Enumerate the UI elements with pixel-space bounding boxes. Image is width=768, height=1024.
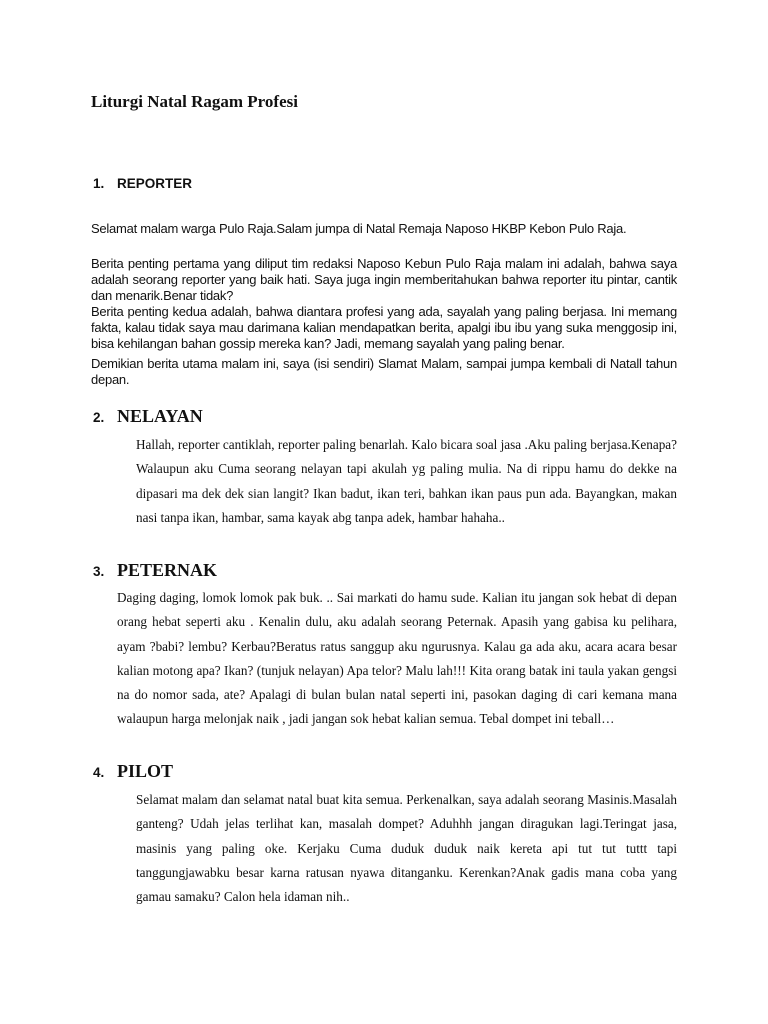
section-reporter-heading <box>93 176 192 191</box>
pilot-paragraph: Selamat malam dan selamat natal buat kita semua. Perkenalkan, saya adalah seorang Masinis.Masalah ganteng? Udah jelas terlihat kan, masalah dompet? Aduhhh jangan diragukan lagi.Teringat jasa, masinis yang paling oke. Kerjaku Cuma duduk duduk naik kereta api tut tut tuttt tapi tanggungjawabku besar karna ratusan nyawa ditanganku. Kerenkan?Anak gadis mana coba yang gamau samaku? Calon hela idaman nih.. <box>136 792 677 905</box>
section-nelayan-heading <box>93 406 203 427</box>
peternak-paragraph: Daging daging, lomok lomok pak buk. .. Sai markati do hamu sude. Kalian itu jangan sok hebat di depan orang hebat seperti aku . Kenalin dulu, aku adalah seorang Peternak. Apasih yang gabisa ku pelihara, ayam ?babi? lembu? Kerbau?Beratus ratus sanggup aku ngurusnya. Kalau ga ada aku, acara acara besar kalian motong apa? Ikan? (tunjuk nelayan) Apa telor? Malu lah!!! Kita orang batak ini taula yakan gengsi na do nomor sada, ate? Apalagi di bulan bulan natal seperti ini, pasokan daging di cari kemana mana walaupun harga melonjak naik , jadi jangan sok hebat kalian semua. Tebal dompet ini teball… <box>117 590 677 727</box>
nelayan-paragraph: Hallah, reporter cantiklah, reporter paling benarlah. Kalo bicara soal jasa .Aku paling berjasa.Kenapa?Walaupun aku Cuma seorang nelayan tapi akulah yg paling mulia. Na di rippu hamu do dekke na dipasari ma dek dek sian langit? Ikan badut, ikan teri, bahkan ikan paus pun ada. Bayangkan, makan nasi tanpa ikan, hambar, sama kayak abg tanpa adek, hambar hahaha.. <box>136 437 677 525</box>
section-title: PETERNAK <box>117 560 218 580</box>
reporter-paragraph-2: Berita penting kedua adalah, bahwa diantara profesi yang ada, sayalah yang paling berjasa. Ini memang fakta, kalau tidak saya mau darimana kalian mendapatkan berita, apalgi ibu ibu yang suka menggosip ini, bisa kehilangan bahan gossip mereka kan? Jadi, memang sayalah yang paling benar. <box>91 304 677 351</box>
section-peternak-heading <box>93 560 217 581</box>
section-number: 3. <box>93 564 105 579</box>
section-number: 4. <box>93 765 105 780</box>
reporter-paragraph-greeting: Selamat malam warga Pulo Raja.Salam jumpa di Natal Remaja Naposo HKBP Kebon Pulo Raja. <box>91 221 627 236</box>
section-title: PILOT <box>117 761 174 781</box>
section-title: REPORTER <box>117 176 193 191</box>
section-pilot-heading <box>93 761 173 782</box>
document-title: Liturgi Natal Ragam Profesi <box>91 92 298 111</box>
section-number: 1. <box>93 176 105 191</box>
section-number: 2. <box>93 410 105 425</box>
section-title: NELAYAN <box>117 406 203 426</box>
reporter-paragraph-3: Demikian berita utama malam ini, saya (isi sendiri) Slamat Malam, sampai jumpa kembali di Natall tahun depan. <box>91 356 677 387</box>
reporter-paragraph-1: Berita penting pertama yang diliput tim redaksi Naposo Kebun Pulo Raja malam ini adalah, bahwa saya adalah seorang reporter yang baik hati. Saya juga ingin memberitahukan bahwa reporter itu pintar, cantik dan menarik.Benar tidak? <box>91 256 677 303</box>
